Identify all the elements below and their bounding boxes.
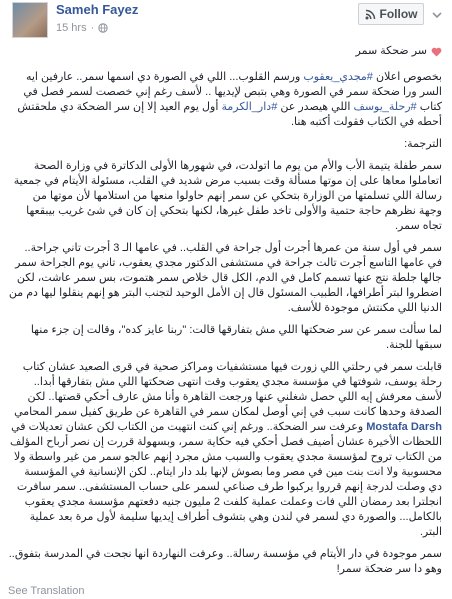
see-translation-link[interactable]: See Translation (8, 585, 85, 597)
heart-emoji-icon (431, 47, 442, 57)
story-paragraph-2: سمر في أول سنة من عمرها أجرت أول جراحة في القلب.. في عامها الـ 3 أجرت تاني جراحة.. في عامها التاسع أجرت تالت جراحة في مستشفى الدكتور مجدي يعقوب، تاني يوم الجراحة سمر جالها جلطة نتج عنها تسمم كامل في الدم، الكل قال خلاص سمر هتموت، بس سمر عاشت، لكن اضطروا لبتر أطرافها، الطبيب المسئول قال إن الأمل الوحيد لتجنب البتر هو إنهم ينقلوا ليها دم من الدنيا اللي مكنتش موجودة للأسف. (8, 242, 442, 314)
author-avatar[interactable] (12, 2, 48, 38)
story-paragraph-1: سمر طفلة يتيمة الأب والأم من يوم ما اتولدت، في شهورها الأولى الدكاترة في وزارة الصحة اتعاملوا معاها على إن موتها مسألة وقت بسبب مرض شديد في القلب، مسئولة الأيتام في جمعية رسالة اللي تسلمتها من الوزارة بتحكي عن سمر إنهم حاولوا منعها من استلامها لأن موتها من وجهة نظرهم حاجة حتمية والأولى تاخد طفل غيرها، لكنها بتحكي إن كان في شئ غريب بيبقعها تجاه سمر. (13, 160, 442, 232)
post-header (0, 0, 452, 44)
author-name[interactable]: Sameh Fayez (56, 2, 139, 17)
story-paragraph-5: سمر موجودة في دار الأيتام في مؤسسة رسالة.. وعرفت النهاردة انها نجحت في المدرسة بتفوق.. وهو دا سر ضحكة سمر! (8, 548, 442, 575)
intro-text-4: أول يوم العيد إلا إن سر الضحكة دي ملحقتش أحطه في الكتاب فقولت أكتبه هنا. (17, 101, 442, 128)
intro-paragraph (8, 70, 442, 130)
rss-icon (365, 9, 376, 20)
translation-heading: الترجمة: (404, 138, 442, 150)
post-body (8, 44, 442, 597)
story-paragraph-4-part-1: قابلت سمر في رحلتي اللي زورت فيها مستشفيات ومراكز صحية في قرى الصعيد عشان كتاب رحلة يوسف، شوفتها في مؤسسة مجدي يعقوب وقت انتهى ضحكتها اللي مش بتفارقها أبدا.. لأسف معرفش إيه اللي حصل شغلني عنها ورجعت القاهرة وأنا مش عارف أحكي قصتها.. لكن الصدفة وحدها كانت سبب في إني أوصل لمكان سمر في القاهرة عن طريق كفيل سمر المحامي (14, 361, 442, 418)
dot-separator: · (90, 22, 95, 34)
globe-icon (98, 23, 108, 33)
story-paragraph-4 (8, 360, 442, 540)
hashtag-dar-el-karma[interactable]: #دار_الكرمة (221, 101, 278, 113)
post-meta (56, 22, 108, 34)
story-paragraph-3: لما سألت سمر عن سر ضحكتها اللي مش بتفارقها قالت: "ربنا عايز كده"، وقالت إن جزء منها سبقها للجنة. (30, 324, 442, 351)
follow-button[interactable] (358, 3, 424, 25)
story-paragraph-4-part-2: وعرفت سر الضحكة.. ورغم إني كنت انتهيت من الكتاب لكن عشان تعديلات في اللحظات الأخيرة عشان أضيف فصل أحكي فيه حكاية سمر، وبسهولة قررت إن نصر أرباح المؤلف من الكتاب تروح لمؤسسة مجدي يعقوب والسبب مش مجرد إنهم عالجو سمر من غير واسطة ولا محسوبية ولا انت بنت مين في مصر وما بصوش لإنها بلد دار ايتام.. لكن الإنسانية في المؤسسة دي وصلت لدرجة إنهم قرروا يركبوا طرف صناعي لسمر على حساب المستشفى.. سمر سافرت انجلترا بعد رمضان اللي فات وعملت عملية كلفت 2 مليون جنيه دفعتهم مؤسسة مجدي يعقوب بالكامل... والصورة دي لسمر في لندن وهي بتشوف أطراف إيديها سليمة لأول مرة بعد عملية البتر. (10, 421, 442, 538)
post-time[interactable]: 15 hrs (56, 22, 87, 34)
hashtag-magdi-yacoub[interactable]: #مجدي_يعقوب (303, 71, 373, 83)
intro-text-3: اللي هيصدر عن (277, 101, 354, 113)
intro-text-1: بخصوص اعلان (372, 71, 442, 83)
intro-text-2: ورسم القلوب... اللي في الصورة دي اسمها سمر.. عارفين ايه السر ورا ضحكة سمر في الصورة وهي بتبص لإيديها .. لأسف رغم إني خصصت لسمر فصل في كتاب (23, 71, 442, 113)
post-title-line (8, 44, 442, 59)
chevron-down-icon (432, 12, 442, 19)
hashtag-rehlet-youssef[interactable]: #رحلة_يوسف (353, 101, 417, 113)
post-title: سر ضحكة سمر (355, 45, 427, 57)
post-options-button[interactable] (430, 8, 444, 22)
follow-label: Follow (379, 7, 418, 21)
tagged-person-link[interactable]: Mostafa Darsh (366, 421, 442, 433)
